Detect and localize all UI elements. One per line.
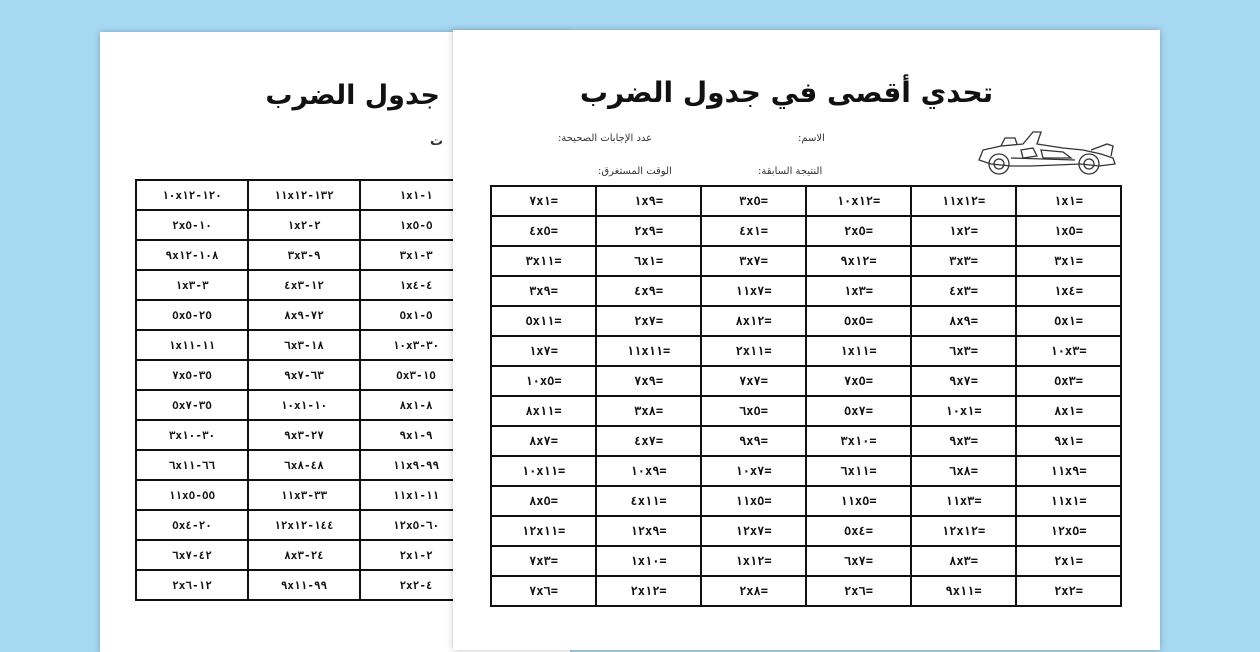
- problem-cell: =٢x٧: [596, 306, 701, 336]
- problem-cell: =٦x٨: [911, 456, 1016, 486]
- problem-cell: =٥x١: [1016, 306, 1121, 336]
- problem-cell: =٩x٧: [911, 366, 1016, 396]
- problem-cell: =٦x١: [596, 246, 701, 276]
- problem-cell: =٣x٧: [701, 246, 806, 276]
- problem-cell: =١x٢: [911, 216, 1016, 246]
- problem-cell: =٣x٩: [491, 276, 596, 306]
- front-multiplication-table: [490, 185, 1122, 607]
- table-row: [136, 240, 472, 270]
- problem-cell: ١٢٠-١٠x١٢: [136, 180, 248, 210]
- previous-score-label: النتيجة السابقة:: [758, 166, 823, 177]
- problem-cell: =٦x٧: [806, 546, 911, 576]
- table-row: [136, 420, 472, 450]
- problem-cell: ٥٥-١١x٥: [136, 480, 248, 510]
- problem-cell: ١٠-٢x٥: [136, 210, 248, 240]
- problem-cell: =٥x٥: [806, 306, 911, 336]
- table-row: [136, 510, 472, 540]
- problem-cell: ٢٥-٥x٥: [136, 300, 248, 330]
- table-row: [491, 306, 1121, 336]
- table-row: [136, 300, 472, 330]
- problem-cell: =٥x٧: [806, 396, 911, 426]
- problem-cell: ٦٦-٦x١١: [136, 450, 248, 480]
- problem-cell: =٣x٥: [701, 186, 806, 216]
- problem-cell: ٧٢-٨x٩: [248, 300, 360, 330]
- problem-cell: =٧x٥: [806, 366, 911, 396]
- problem-cell: =٣x٨: [596, 396, 701, 426]
- table-row: [136, 450, 472, 480]
- worksheet-title: تحدي أقصى في جدول الضرب: [579, 76, 994, 109]
- problem-cell: =١x٩: [596, 186, 701, 216]
- problem-cell: =١٢x٥: [1016, 516, 1121, 546]
- table-row: [491, 216, 1121, 246]
- problem-cell: ٤٢-٦x٧: [136, 540, 248, 570]
- problem-cell: =٢x١٢: [596, 576, 701, 606]
- time-taken-label: الوقت المستغرق:: [598, 166, 672, 177]
- table-row: [136, 570, 472, 600]
- problem-cell: =٦x٥: [701, 396, 806, 426]
- problem-cell: =١٠x٥: [491, 366, 596, 396]
- problem-cell: =١٢x١١: [491, 516, 596, 546]
- problem-cell: =٣x١: [1016, 246, 1121, 276]
- problem-cell: =٧x٧: [701, 366, 806, 396]
- problem-cell: ١٢-٤x٣: [248, 270, 360, 300]
- problem-cell: =١٠x١٢: [806, 186, 911, 216]
- problem-cell: =٩x١١: [911, 576, 1016, 606]
- problem-cell: =٢x٨: [701, 576, 806, 606]
- problem-cell: ٥-٥x١: [360, 300, 472, 330]
- problem-cell: =٣x١١: [491, 246, 596, 276]
- problem-cell: =١١x٥: [701, 486, 806, 516]
- problem-cell: =١x١٠: [596, 546, 701, 576]
- problem-cell: ١٨-٦x٣: [248, 330, 360, 360]
- problem-cell: =٨x٧: [491, 426, 596, 456]
- problem-cell: =٢x٥: [806, 216, 911, 246]
- problem-cell: =١١x١٢: [911, 186, 1016, 216]
- problem-cell: ١٠-١٠x١: [248, 390, 360, 420]
- problem-cell: =٨x١: [1016, 396, 1121, 426]
- problem-cell: ٢٤-٨x٣: [248, 540, 360, 570]
- problem-cell: =٥x٣: [1016, 366, 1121, 396]
- problem-cell: ٦٣-٩x٧: [248, 360, 360, 390]
- problem-cell: =٨x٥: [491, 486, 596, 516]
- problem-cell: =١x١٢: [701, 546, 806, 576]
- problem-cell: =٤x٥: [491, 216, 596, 246]
- problem-cell: =٦x٣: [911, 336, 1016, 366]
- problem-cell: ٢٧-٩x٣: [248, 420, 360, 450]
- problem-cell: ٣٣-١١x٣: [248, 480, 360, 510]
- problem-cell: =٢x٢: [1016, 576, 1121, 606]
- table-row: [136, 330, 472, 360]
- problem-cell: ٢-١x٢: [248, 210, 360, 240]
- table-row: [136, 180, 472, 210]
- table-row: [491, 396, 1121, 426]
- table-row: [491, 186, 1121, 216]
- problem-cell: ١١-١x١١: [136, 330, 248, 360]
- table-row: [491, 546, 1121, 576]
- problem-cell: ١٤٤-١٢x١٢: [248, 510, 360, 540]
- problem-cell: =٦x١١: [806, 456, 911, 486]
- problem-cell: =١x٣: [806, 276, 911, 306]
- problem-cell: =٨x٩: [911, 306, 1016, 336]
- problem-cell: =١x١١: [806, 336, 911, 366]
- race-car-icon: [971, 126, 1121, 178]
- table-row: [136, 270, 472, 300]
- table-row: [136, 540, 472, 570]
- problem-cell: =٤x٣: [911, 276, 1016, 306]
- problem-cell: =٥x٤: [806, 516, 911, 546]
- problem-cell: =٤x٩: [596, 276, 701, 306]
- table-row: [136, 210, 472, 240]
- problem-cell: =٣x١٠: [806, 426, 911, 456]
- problem-cell: ٣-١x٣: [136, 270, 248, 300]
- problem-cell: =١٠x٩: [596, 456, 701, 486]
- correct-answers-label: عدد الإجابات الصحيحة:: [558, 133, 653, 144]
- problem-cell: ٤-٢x٢: [360, 570, 472, 600]
- problem-cell: =١١x١: [1016, 486, 1121, 516]
- problem-cell: =١١x٣: [911, 486, 1016, 516]
- problem-cell: =٤x٧: [596, 426, 701, 456]
- problem-cell: =٩x١٢: [806, 246, 911, 276]
- table-row: [491, 486, 1121, 516]
- back-multiplication-table: [135, 179, 473, 601]
- problem-cell: =٩x٩: [701, 426, 806, 456]
- problem-cell: ٩٩-٩x١١: [248, 570, 360, 600]
- problem-cell: ٥-١x٥: [360, 210, 472, 240]
- problem-cell: =٢x٦: [806, 576, 911, 606]
- problem-cell: ٢٠-٥x٤: [136, 510, 248, 540]
- problem-cell: =٢x١١: [701, 336, 806, 366]
- problem-cell: ١٥-٥x٣: [360, 360, 472, 390]
- problem-cell: =٧x٦: [491, 576, 596, 606]
- problem-cell: ٦٠-١٢x٥: [360, 510, 472, 540]
- problem-cell: =١٠x٧: [701, 456, 806, 486]
- front-worksheet: [453, 30, 1160, 650]
- table-row: [491, 426, 1121, 456]
- problem-cell: =٧x٣: [491, 546, 596, 576]
- problem-cell: =١١x٧: [701, 276, 806, 306]
- table-row: [491, 276, 1121, 306]
- problem-cell: ١٠٨-٩x١٢: [136, 240, 248, 270]
- table-row: [491, 336, 1121, 366]
- problem-cell: =١١x١١: [596, 336, 701, 366]
- problem-cell: ٣٠-١٠x٣: [360, 330, 472, 360]
- back-worksheet-label: ت: [430, 134, 444, 149]
- problem-cell: ٣-٣x١: [360, 240, 472, 270]
- problem-cell: ٤-١x٤: [360, 270, 472, 300]
- problem-cell: =١x٧: [491, 336, 596, 366]
- problem-cell: =٣x٣: [911, 246, 1016, 276]
- table-row: [136, 390, 472, 420]
- problem-cell: =٢x٩: [596, 216, 701, 246]
- problem-cell: ٩-٣x٣: [248, 240, 360, 270]
- problem-cell: ٨-٨x١: [360, 390, 472, 420]
- problem-cell: ٣٥-٥x٧: [136, 390, 248, 420]
- problem-cell: =١١x٩: [1016, 456, 1121, 486]
- problem-cell: =٧x١: [491, 186, 596, 216]
- problem-cell: =١١x٥: [806, 486, 911, 516]
- problem-cell: =٨x١٢: [701, 306, 806, 336]
- problem-cell: =١x١: [1016, 186, 1121, 216]
- problem-cell: ١٣٢-١١x١٢: [248, 180, 360, 210]
- problem-cell: =٩x١: [1016, 426, 1121, 456]
- problem-cell: =٨x٣: [911, 546, 1016, 576]
- table-row: [491, 516, 1121, 546]
- problem-cell: ١١-١١x١: [360, 480, 472, 510]
- problem-cell: =١x٤: [1016, 276, 1121, 306]
- problem-cell: =٤x١١: [596, 486, 701, 516]
- problem-cell: =٩x٣: [911, 426, 1016, 456]
- problem-cell: =١٠x١١: [491, 456, 596, 486]
- problem-cell: =١٢x٧: [701, 516, 806, 546]
- problem-cell: ٣٥-٧x٥: [136, 360, 248, 390]
- problem-cell: ١-١x١: [360, 180, 472, 210]
- problem-cell: ٤٨-٦x٨: [248, 450, 360, 480]
- table-row: [491, 366, 1121, 396]
- problem-cell: =١٠x٣: [1016, 336, 1121, 366]
- problem-cell: ١٢-٢x٦: [136, 570, 248, 600]
- table-row: [491, 246, 1121, 276]
- table-row: [136, 360, 472, 390]
- problem-cell: =٧x٩: [596, 366, 701, 396]
- problem-cell: =١٢x١٢: [911, 516, 1016, 546]
- back-worksheet-title: جدول الضرب: [265, 80, 440, 111]
- problem-cell: ٣٠-٣x١٠: [136, 420, 248, 450]
- problem-cell: =٥x١١: [491, 306, 596, 336]
- problem-cell: ٩-٩x١: [360, 420, 472, 450]
- problem-cell: =٤x١: [701, 216, 806, 246]
- table-row: [491, 456, 1121, 486]
- problem-cell: ٩٩-١١x٩: [360, 450, 472, 480]
- table-row: [491, 576, 1121, 606]
- problem-cell: ٢-٢x١: [360, 540, 472, 570]
- problem-cell: =١٢x٩: [596, 516, 701, 546]
- problem-cell: =١x٥: [1016, 216, 1121, 246]
- name-label: الاسم:: [798, 133, 825, 144]
- problem-cell: =٨x١١: [491, 396, 596, 426]
- problem-cell: =٢x١: [1016, 546, 1121, 576]
- table-row: [136, 480, 472, 510]
- problem-cell: =١٠x١: [911, 396, 1016, 426]
